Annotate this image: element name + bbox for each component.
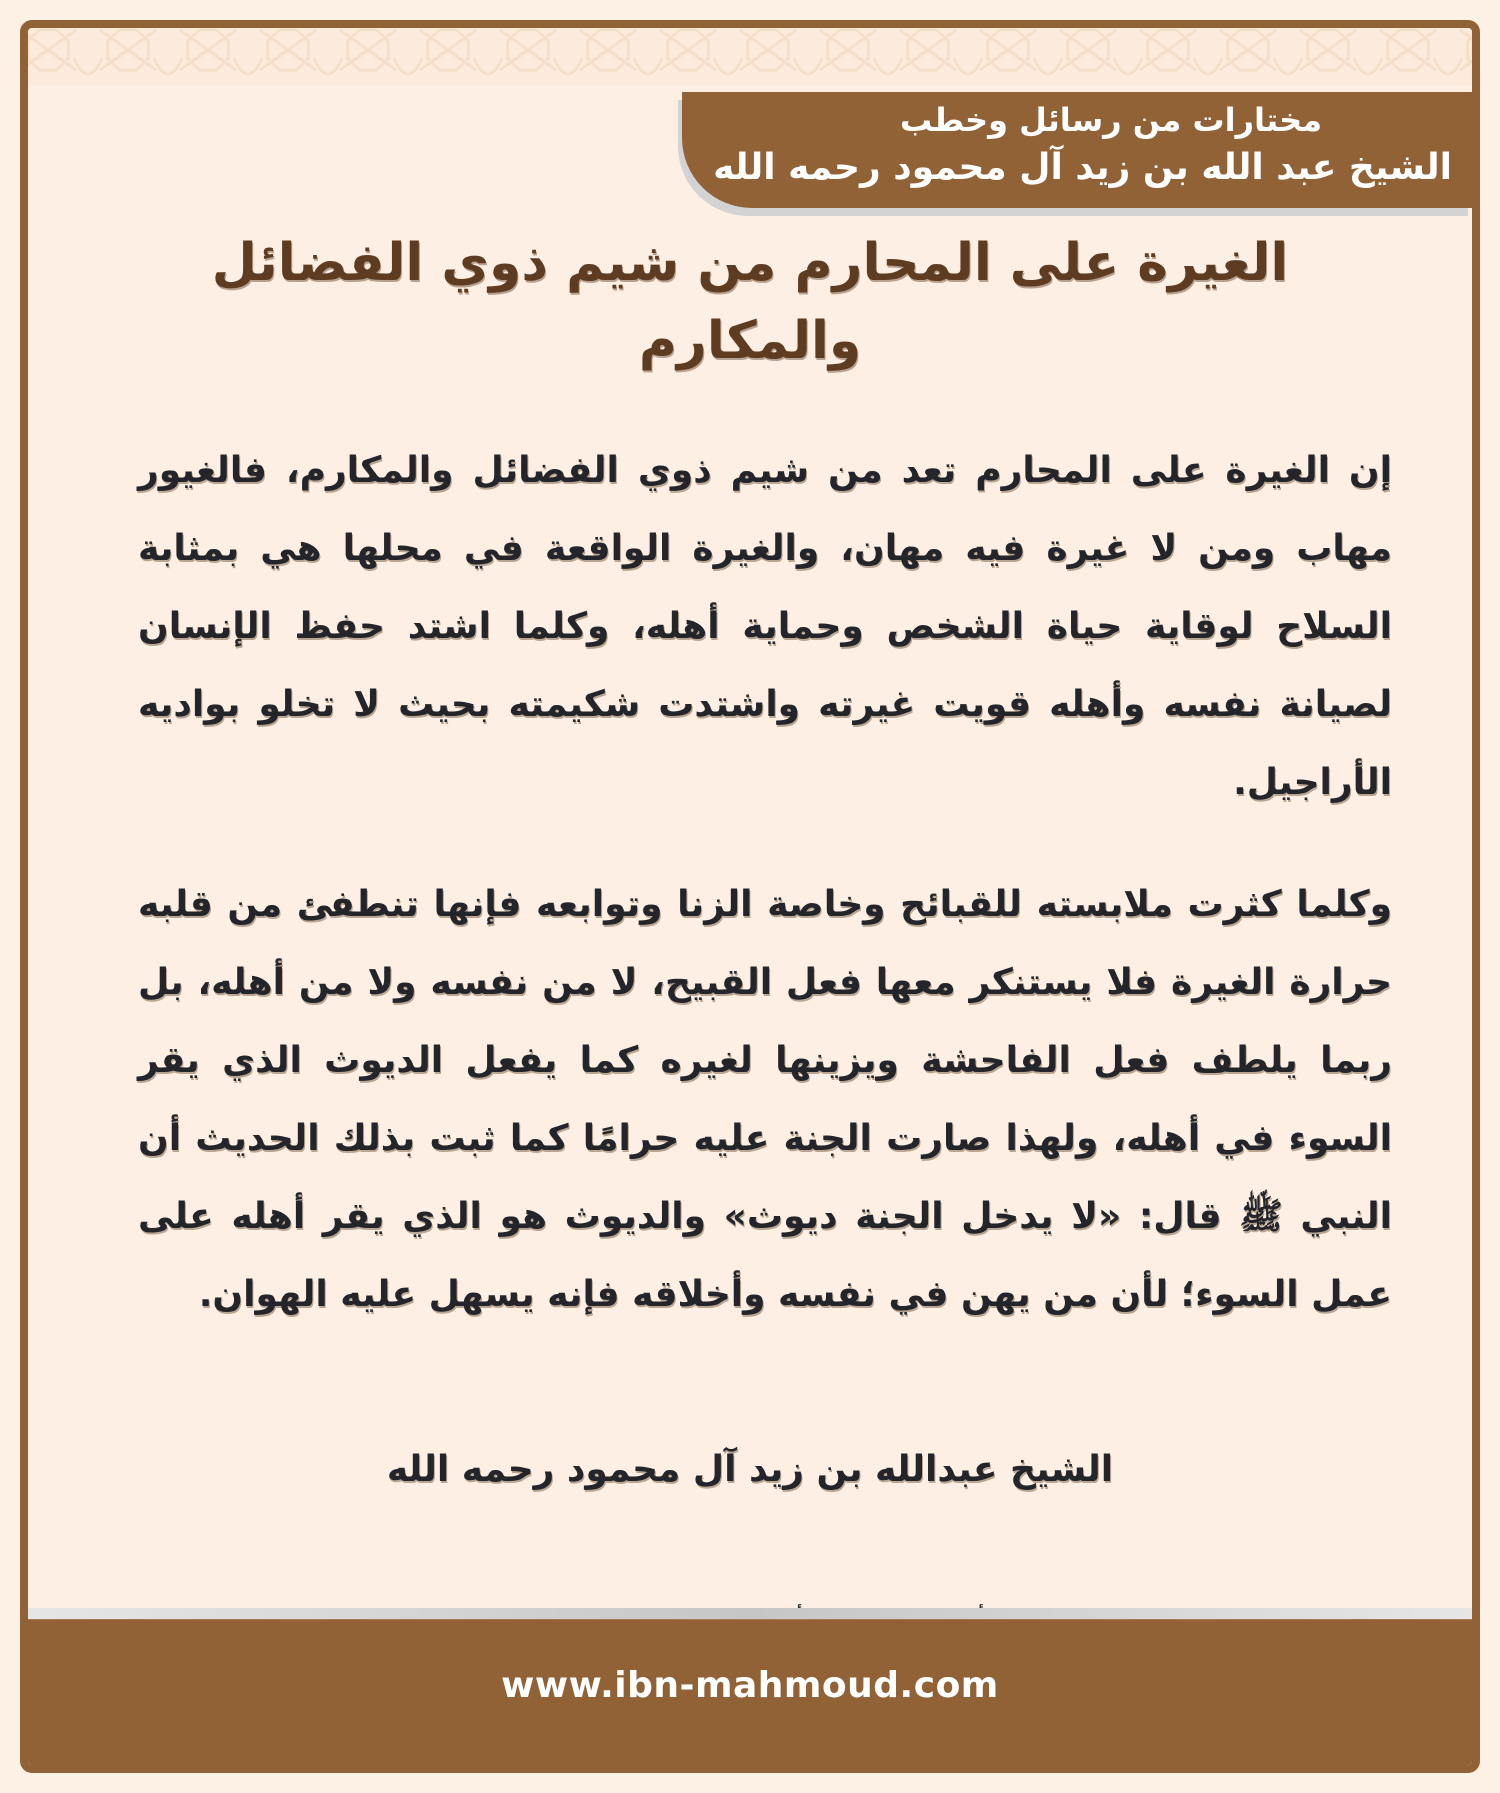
document-frame (20, 20, 1480, 1773)
pattern-motif (980, 30, 1062, 74)
pattern-motif (100, 30, 182, 74)
website-link[interactable]: www.ibn-mahmoud.com (501, 1665, 999, 1706)
pattern-motif (740, 30, 822, 74)
pattern-motif (660, 30, 742, 74)
article-paragraph-2: وكلما كثرت ملابسته للقبائح وخاصة الزنا وتوابعه فإنها تنطفئ من قلبه حرارة الغيرة فلا يستنكر معها فعل القبيح، لا من نفسه ولا من أهله، بل ربما يلطف فعل الفاحشة ويزينها لغيره كما يفعل الديوث الذي يقر السوء في أهله، ولهذا صارت الجنة عليه حرامًا كما ثبت بذلك الحديث أن النبي ﷺ قال: «لا يدخل الجنة ديوث» والديوث هو الذي يقر أهله على عمل السوء؛ لأن من يهن في نفسه وأخلاقه فإنه يسهل عليه الهوان. (138, 884, 1392, 1315)
pattern-motif (180, 30, 262, 74)
pattern-motif (28, 30, 102, 74)
pattern-motif (1140, 30, 1222, 74)
footer-bar (28, 1619, 1472, 1765)
author-signature: الشيخ عبدالله بن زيد آل محمود رحمه الله (386, 1449, 1114, 1490)
header-author-name: الشيخ عبد الله بن زيد آل محمود رحمه الله (713, 147, 1452, 188)
pattern-motif (1060, 30, 1142, 74)
pattern-motif (1220, 30, 1302, 74)
pattern-motif (820, 30, 902, 74)
article-paragraph-1: إن الغيرة على المحارم تعد من شيم ذوي الفضائل والمكارم، فالغيور مهاب ومن لا غيرة فيه مهان، والغيرة الواقعة في محلها هي بمثابة السلاح لوقاية حياة الشخص وحماية أهله، وكلما اشتد حفظ الإنسان لصيانة نفسه وأهله قويت غيرته واشتدت شكيمته بحيث لا تخلو بواديه الأراجيل. (138, 450, 1392, 803)
islamic-geometric-pattern-icon (28, 28, 1472, 86)
header-series-title: مختارات من رسائل وخطب (899, 101, 1322, 139)
header-banner (682, 92, 1472, 208)
pattern-motif (1300, 30, 1382, 74)
pattern-motif (340, 30, 422, 74)
pattern-motif (260, 30, 342, 74)
pattern-motif (1380, 30, 1462, 74)
pattern-motif (580, 30, 662, 74)
pattern-motif (1460, 30, 1472, 74)
pattern-motif (500, 30, 582, 74)
pattern-motif (420, 30, 502, 74)
pattern-motif (900, 30, 982, 74)
article-title: الغيرة على المحارم من شيم ذوي الفضائل والمكارم (211, 233, 1289, 371)
